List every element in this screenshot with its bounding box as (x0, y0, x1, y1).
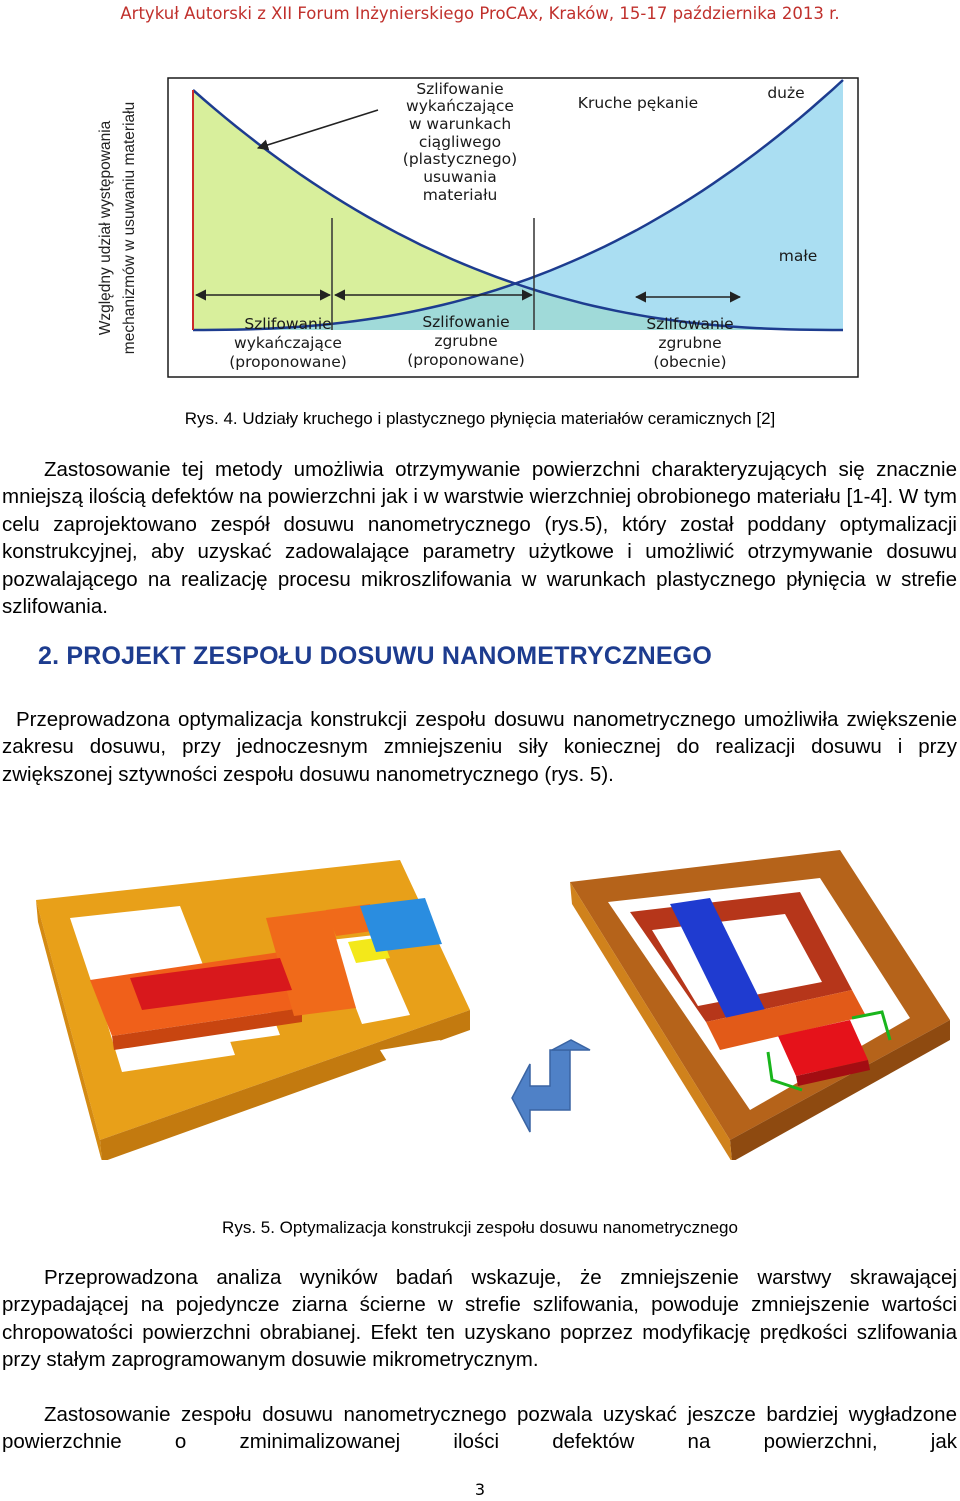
paragraph-4: Zastosowanie zespołu dosuwu nanometrycznego pozwala uzyskać jeszcze bardziej wygładzone powierzchnie o zminimalizowanej ilości defektów na powierzchni, jak (2, 1403, 957, 1454)
paragraph-3: Przeprowadzona analiza wyników badań wskazuje, że zmniejszenie warstwy skrawającej przypadającej na pojedyncze ziarna ścierne w strefie szlifowania, powoduje zmniejszenie wartości chropowatości powierzchni obrabianej. Efekt ten uzyskano poprzez modyfikację prędkości szlifowania przy stałym zaprogramowanym dosuwie mikrometrycznym. (2, 1266, 957, 1372)
large-label: duże (767, 84, 805, 102)
region1-line2: wykańczające (234, 334, 342, 352)
paragraph-2: Przeprowadzona optymalizacja konstrukcji zespołu dosuwu nanometrycznego umożliwiła zwiększenie zakresu dosuwu, przy jednoczesnym zmniejszeniu siły koniecznej do realizacji dosuwu i przy zwiększonej sztywności zespołu dosuwu nanometrycznego (rys. 5). (2, 708, 957, 786)
optimized-assembly (570, 850, 950, 1160)
region2-line1: Szlifowanie (422, 313, 510, 331)
paragraph-1: Zastosowanie tej metody umożliwia otrzymywanie powierzchni charakteryzujących się znacznie mniejszą ilością defektów na powierzchni jak i w warstwie wierzchniej obrobionego materiału [1-4]. W tym celu zaprojektowano zespół dosuwu nanometrycznego (rys.5), który został poddany optymalizacji konstrukcyjnej, aby uzyskać zadowalające parametry użytkowe i umożliwić otrzymywanie dosuwu pozwalającego na realizację procesu mikroszlifowania w warunkach plastycznego płynięcia w strefie szlifowania. (2, 458, 957, 619)
annotation-line-5: (plastycznego) (402, 150, 518, 168)
region1-line3: (proponowane) (229, 353, 347, 371)
caption-figure-4: Rys. 4. Udziały kruchego i plastycznego płynięcia materiałów ceramicznych [2] (184, 409, 776, 428)
region2-line3: (proponowane) (407, 351, 525, 369)
caption-figure-5: Rys. 5. Optymalizacja konstrukcji zespołu dosuwu nanometrycznego (222, 1218, 738, 1237)
annotation-line-1: Szlifowanie (416, 80, 504, 98)
small-label: małe (778, 247, 818, 265)
region2-line2: zgrubne (434, 332, 498, 350)
original-assembly (36, 860, 470, 1160)
figure-5-render (30, 840, 960, 1160)
annotation-line-4: ciągliwego (418, 133, 502, 151)
annotation-line-7: materiału (422, 186, 498, 204)
annotation-line-3: w warunkach (408, 115, 512, 133)
y-axis-label-line1: Względny udział występowania (97, 120, 114, 336)
region3-line3: (obecnie) (653, 353, 727, 371)
annotation-line-6: usuwania (423, 168, 497, 186)
region3-line2: zgrubne (658, 334, 722, 352)
running-header: Artykuł Autorski z XII Forum Inżynierskiego ProCAx, Kraków, 15-17 października 2013 r. (120, 4, 840, 23)
transition-arrow-icon (512, 1040, 590, 1132)
y-axis-label-line2: mechanizmów w usuwaniu materiału (121, 101, 138, 355)
annotation-line-2: wykańczające (406, 97, 514, 115)
region1-line1: Szlifowanie (244, 315, 332, 333)
page-number: 3 (474, 1480, 486, 1499)
section-heading: 2. PROJEKT ZESPOŁU DOSUWU NANOMETRYCZNEGO (38, 642, 712, 670)
region3-line1: Szlifowanie (646, 315, 734, 333)
figure-4-diagram (88, 68, 868, 384)
brittle-label: Kruche pękanie (577, 94, 699, 112)
